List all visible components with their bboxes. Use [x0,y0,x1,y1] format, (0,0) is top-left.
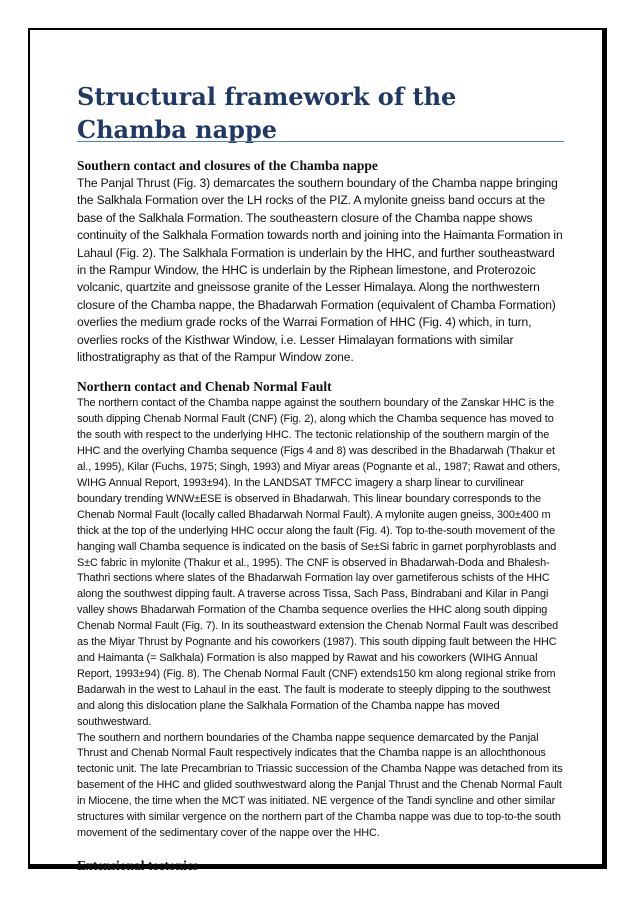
title-divider [77,141,564,142]
section-heading: Southern contact and closures of the Chamba nappe [77,158,378,173]
paragraph: The northern contact of the Chamba nappe against the southern boundary of the Zanskar HHC is the south dipping Chenab Normal Fault (CNF) (Fig. 2), along which the Chamba sequence has moved to the south with respect to the underlying HHC. The tectonic relationship of the southern margin of the HHC and the overlying Chamba sequence (Figs 4 and 8) was described in the Bhadarwah (Thakur et al., 1995), Kilar (Fuchs, 1975; Singh, 1993) and Miyar areas (Pognante et al., 1987; Rawat and others, WIHG Annual Report, 1993±94). In the LANDSAT TMFCC imagery a sharp linear to curvilinear boundary trending WNW±ESE is observed in Bhadarwah. This linear boundary corresponds to the Chenab Normal Fault (locally called Bhadarwah Normal Fault). A mylonite augen gneiss, 300±400 m thick at the top of the underlying HHC occur along the fault (Fig. 4). Top to-the-south movement of the hanging wall Chamba sequence is indicated on the basis of Se±Si fabric in garnet porphyroblasts and S±C fabric in mylonite (Thakur et al., 1995). The CNF is observed in Bhadarwah-Doda and Bhalesh-Thathri sections where slates of the Bhadarwah Formation lay over garnetiferous schists of the HHC along the southwest dipping fault. A traverse across Tissa, Sach Pass, Bindrabani and Kilar in Pangi valley shows Bhadarwah Formation of the Chamba sequence overlies the HHC along south dipping Chenab Normal Fault (Fig. 7). In its southeastward extension the Chenab Normal Fault was described as the Miyar Thrust by Pognante and his coworkers (1987). This south dipping fault between the HHC and Haimanta (= Salkhala) Formation is also mapped by Rawat and his coworkers (WIHG Annual Report, 1993±94) (Fig. 8). The Chenab Normal Fault (CNF) extends150 km along regional strike from Badarwah in the west to Lahaul in the east. The fault is moderate to steeply dipping to the southwest and along this dislocation plane the Salkhala Formation of the Chamba nappe has moved southwestward. [77,397,561,728]
section-northern-contact [77,378,565,841]
section-heading: Northern contact and Chenab Normal Fault [77,379,332,395]
paragraph: The southern and northern boundaries of the Chamba nappe sequence demarcated by the Panjal Thrust and Chenab Normal Fault respectively indicates that the Chamba nappe is an allochthonous tectonic unit. The late Precambrian to Triassic succession of the Chamba Nappe was detached from its basement of the HHC and glided southwestward along the Panjal Thrust and the Chenab Normal Fault in Miocene, the time when the MCT was initiated. NE vergence of the Tandi syncline and other similar structures with similar vergence on the northern part of the Chamba nappe was due to top-to-the south movement of the sedimentary cover of the nappe over the HHC. [77,731,563,839]
paragraph: The Panjal Thrust (Fig. 3) demarcates the southern boundary of the Chamba nappe bringing the Salkhala Formation over the LH rocks of the PIZ. A mylonite gneiss band occurs at the base of the Salkhala Formation. The southeastern closure of the Chamba nappe shows continuity of the Salkhala Formation towards north and joining into the Haimanta Formation in Lahaul (Fig. 2). The Salkhala Formation is underlain by the HHC, and further southeastward in the Rampur Window, the HHC is underlain by the Riphean limestone, and Proterozoic volcanic, quartzite and gneissose granite of the Lesser Himalaya. Along the northwestern closure of the Chamba nappe, the Bhadarwah Formation (equivalent of Chamba Formation) overlies the medium grade rocks of the Warrai Formation of HHC (Fig. 4) which, in turn, overlies rocks of the Kisthwar Window, i.e. Lesser Himalayan formations with similar lithostratigraphy as that of the Rampur Window zone. [77,176,563,365]
section-heading: Extensional tectonics [77,857,199,873]
document-body [77,157,565,875]
page-title: Structural framework of the Chamba nappe [77,82,457,144]
section-extensional-tectonics [77,857,565,875]
section-southern-contact [77,157,565,366]
